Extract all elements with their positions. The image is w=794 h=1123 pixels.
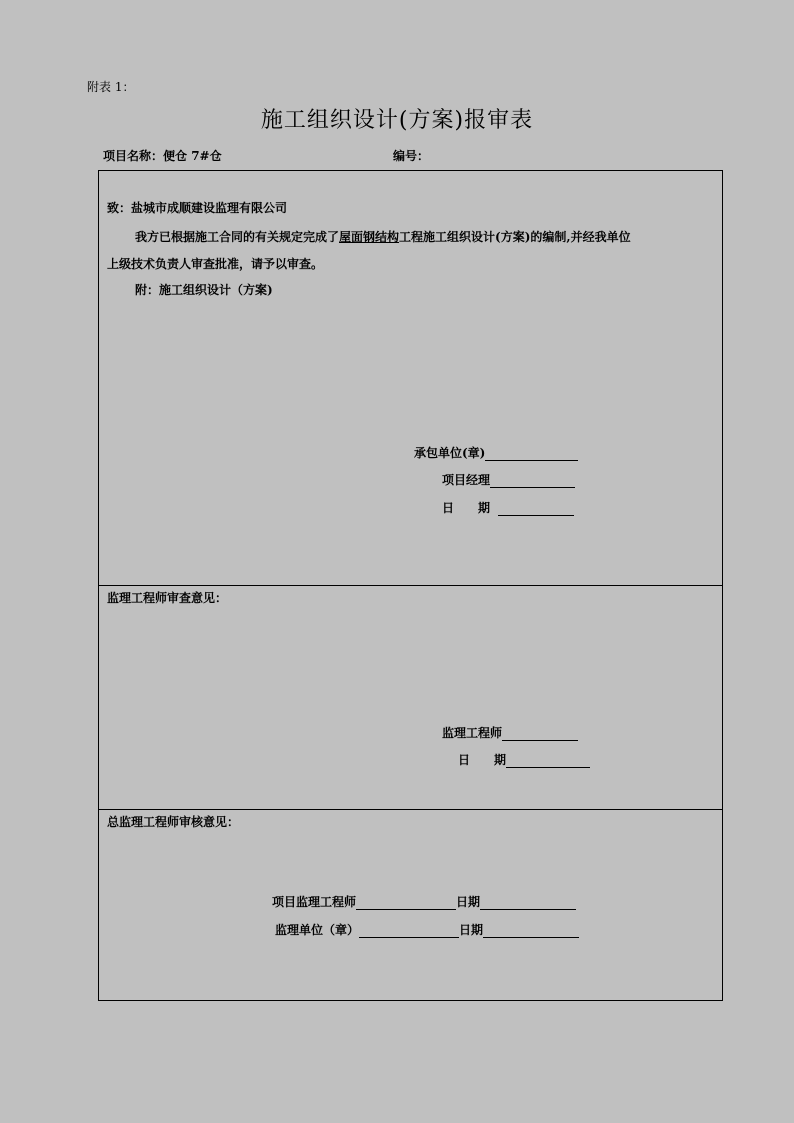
project-name-value: 便仓 7#仓 [163,149,222,163]
body-line-2: 上级技术负责人审查批准，请予以审查。 [107,257,324,271]
engineer-blank[interactable] [502,728,578,741]
body-line-1 [135,228,631,245]
project-type-underlined: 屋面钢结构 [339,230,400,244]
date-blank[interactable] [506,755,590,768]
project-name-row [103,147,222,164]
recipient-line: 致：盐城市成顺建设监理有限公司 [107,201,288,215]
engineer-sign-row [442,724,578,741]
engineer-label: 监理工程师 [442,726,503,740]
unit-sign-row [275,921,579,938]
date-blank[interactable] [480,897,576,910]
date-label: 日期 [456,895,481,909]
attachment-note: 附：施工组织设计（方案) [135,283,273,297]
date-blank[interactable] [498,503,574,516]
date-row-1 [442,499,574,516]
manager-sign-row [442,471,575,488]
date-blank[interactable] [483,925,579,938]
date-label: 日 期 [458,753,507,767]
unit-blank[interactable] [359,925,459,938]
chief-blank[interactable] [356,897,456,910]
manager-label: 项目经理 [442,473,491,487]
date-row-2 [458,751,590,768]
date-label: 日 期 [442,501,491,515]
chief-label: 项目监理工程师 [272,895,357,909]
divider-2 [99,809,722,810]
form-number-label: 编号： [393,149,430,163]
date-label: 日期 [459,923,484,937]
chief-sign-row [272,893,576,910]
unit-label: 监理单位（章） [275,923,360,937]
contractor-sign-row [414,444,578,461]
body-text-post: 工程施工组织设计(方案)的编制,并经我单位 [399,230,631,244]
project-name-label: 项目名称： [103,149,164,163]
chief-review-heading: 总监理工程师审核意见： [107,815,240,829]
engineer-review-heading: 监理工程师审查意见： [107,591,228,605]
attachment-label: 附表 1： [87,80,135,94]
contractor-label: 承包单位(章) [414,446,486,460]
form-title: 施工组织设计(方案)报审表 [260,108,534,133]
contractor-blank[interactable] [485,448,578,461]
divider-1 [99,585,722,586]
body-text-pre: 我方已根据施工合同的有关规定完成了 [135,230,340,244]
manager-blank[interactable] [490,475,575,488]
